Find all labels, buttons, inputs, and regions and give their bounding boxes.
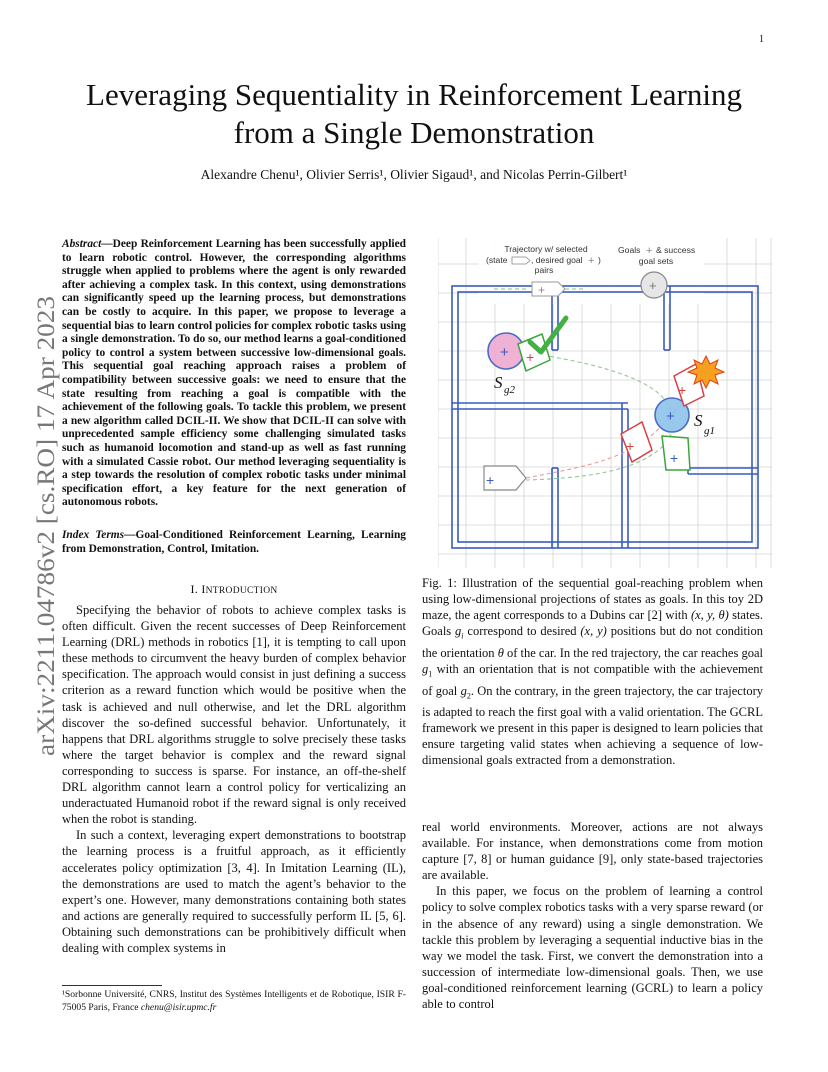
caption-text: . On the contrary, in the green trajectory, the car trajectory is adapted to reach the first goal with a valid orientation. The GCRL framework we present in this paper is designed to learn policies that ensure targeting valid states when achieving a sequence of low-dimensional goals extracted from a demonstration.: [422, 683, 763, 768]
green-car-g2-plus-icon: +: [526, 349, 535, 365]
footnote-rule: [62, 985, 162, 986]
caption-math: (x, y, θ): [690, 608, 729, 623]
legend-trajectory-line2b: , desired goal: [531, 255, 583, 265]
caption-math: g: [460, 683, 467, 698]
section-heading-rest: NTRODUCTION: [205, 586, 278, 596]
legend-state-icon: [512, 257, 530, 264]
right-paragraph-1: real world environments. Moreover, actions are not always available. For instance, when demonstrations come from motion capture [7, 8] or human guidance [9], only state-based trajectories are available.: [422, 820, 763, 883]
legend-goals-label: Goals: [618, 245, 641, 255]
label-sg2: S: [494, 373, 503, 392]
section-heading: [62, 582, 406, 597]
abstract-label: Abstract: [62, 238, 102, 250]
legend-success-label: & success: [656, 245, 696, 255]
caption-text: of the car. In the red trajectory, the car reaches goal: [503, 645, 763, 660]
check-mark-icon: [530, 318, 566, 352]
title-line-2: from a Single Demonstration: [233, 115, 595, 150]
abstract: [62, 238, 406, 510]
caption-text: positions but do not condition the orientation: [422, 624, 763, 660]
index-terms: [62, 529, 406, 556]
paper-title: [40, 76, 788, 152]
red-car-lower-plus-icon: +: [626, 438, 635, 454]
legend-goal-plus-icon: +: [646, 245, 653, 257]
right-paragraph-2: In this paper, we focus on the problem of learning a control policy to solve complex robotics tasks with a very sparse reward (or in the absence of any reward) using a single demonstration. We tackle this problem by leveraging a sequential inductive bias in the way we model the task. First, we convert the demonstration into a succession of intermediate low-dimensional goals. Then, we use goal-conditioned reinforcement learning (GCRL) to learn a policy able to control: [422, 884, 763, 1012]
caption-math-sub: 1: [428, 669, 433, 679]
caption-text: with an orientation that is not compatible with the achievement of goal: [422, 661, 763, 698]
footnote: [62, 989, 406, 1014]
page-number: 1: [759, 34, 764, 45]
legend-goal-circle-plus-icon: +: [649, 278, 657, 293]
legend-trajectory-line1: Trajectory w/ selected: [504, 244, 588, 254]
legend-trajectory-line2a: (state: [486, 255, 508, 265]
section-heading-prefix: I. I: [190, 582, 206, 596]
abstract-text: —Deep Reinforcement Learning has been successfully applied to learn robotic control. However, the corresponding algorithms struggle when applied to problems where the agent is only rewarded after achieving a complex task. In this context, using demonstrations can significantly speed up the learning process, but demonstrations can be costly to acquire. In this paper, we propose to leverage a sequential bias to learn control policies for complex robotic tasks using a single demonstration. To do so, our method learns a goal-conditioned policy to control a system between successive low-dimensional goals. This sequential goal reaching approach raises a problem of compatibility between successive goals: we need to ensure that the state resulting from reaching a goal is compatible with the achievement of the following goals. To tackle this problem, we present a new algorithm called DCIL-II. We show that DCIL-II can solve with unprecedented sample efficiency some challenging simulated tasks such as humanoid locomotion and stand-up as well as fast running with a simulated Cassie robot. Our method leveraging sequentiality is a step towards the resolution of complex robotic tasks under minimal specification effort, a key feature for the next generation of autonomous robots.: [62, 238, 406, 509]
author-list: Alexandre Chenu¹, Olivier Serris¹, Olivier Sigaud¹, and Nicolas Perrin-Gilbert¹: [200, 167, 628, 182]
goal-g1-plus-icon: +: [666, 408, 675, 425]
figure-caption: [422, 575, 763, 769]
legend-trajectory-line3: pairs: [534, 265, 554, 275]
title-line-1: Leveraging Sequentiality in Reinforcement Learning: [86, 77, 742, 112]
caption-text: correspond to desired: [463, 624, 581, 639]
intro-paragraph-1: Specifying the behavior of robots to achieve complex tasks is often difficult. Given the recent successes of Deep Reinforcement Learning (DRL) methods in robotics [1], it is tempting to call upon these methods to circumvent the heavy burden of complex behavior specification. The approach would consist in just defining a success criterion as a reward function which would be positive when the task is achieved and null otherwise, and let the DRL algorithm discover the so-defined successful behavior. Unfortunately, it happens that DRL algorithms struggle to solve precisely these tasks where the target behavior is complex and the reward signal corresponding to success is sparse. For instance, an off-the-shelf DRL algorithm cannot learn a control policy for verticalizing an underactuated Humanoid robot if the reward signal is only received when the robot is standing.: [62, 603, 406, 827]
caption-text: Fig. 1: Illustration of the sequential goal-reaching problem when using low-dimensional projections of states as goals. In this toy 2D maze, the agent corresponds to a Dubins car [2] with: [422, 576, 763, 623]
introduction-body: [62, 602, 406, 956]
label-sg2-sub: g2: [504, 384, 515, 396]
red-car-upper-plus-icon: +: [678, 382, 687, 398]
caption-math: g: [455, 624, 462, 639]
caption-math: (x, y): [580, 624, 607, 639]
legend-goal-sets-label: goal sets: [638, 256, 674, 266]
legend-car-icon: [532, 282, 565, 296]
arxiv-id: arXiv:2211.04786v2 [cs.RO] 17 Apr 2023: [33, 333, 60, 756]
right-column-body: [422, 819, 763, 1012]
maze-walls: [452, 286, 758, 548]
arxiv-stamp: [14, 296, 66, 756]
caption-text: states. Goals: [422, 608, 763, 639]
start-car-plus-icon: +: [486, 472, 495, 488]
label-sg1: S: [694, 411, 703, 430]
figure-1: [438, 238, 772, 568]
goal-g2-plus-icon: +: [500, 344, 509, 361]
index-terms-text: —Goal-Conditioned Reinforcement Learning, Learning from Demonstration, Control, Imitation.: [62, 529, 406, 555]
green-car-lower-plus-icon: +: [670, 450, 679, 466]
caption-math-sub: 2: [466, 691, 471, 701]
intro-paragraph-2: In such a context, leveraging expert demonstrations to bootstrap the learning process is a fruitful approach, as it efficiently accelerates policy optimization [3, 4]. In Imitation Learning (IL), the demonstrations are used to match the agent’s behavior to the expert’s one. However, many demonstrations containing both states and actions are generally required to successfully perform IL [5, 6]. Obtaining such demonstrations can be prohibitively difficult when dealing with complex systems in: [62, 828, 406, 955]
legend-plus-icon: +: [588, 255, 595, 267]
caption-math: θ: [497, 645, 504, 660]
footnote-affiliation: ¹Sorbonne Université, CNRS, Institut des Systèmes Intelligents et de Robotique, ISIR F-75005 Paris, France: [62, 989, 406, 1013]
legend-car-plus-icon: +: [538, 283, 546, 297]
caption-math-sub: i: [461, 631, 464, 641]
index-terms-label: Index Terms: [62, 529, 125, 541]
label-sg1-sub: g1: [704, 425, 715, 437]
legend-trajectory-line2c: ): [598, 255, 601, 265]
footnote-email: chenu@isir.upmc.fr: [140, 1001, 217, 1013]
caption-math: g: [422, 661, 429, 676]
